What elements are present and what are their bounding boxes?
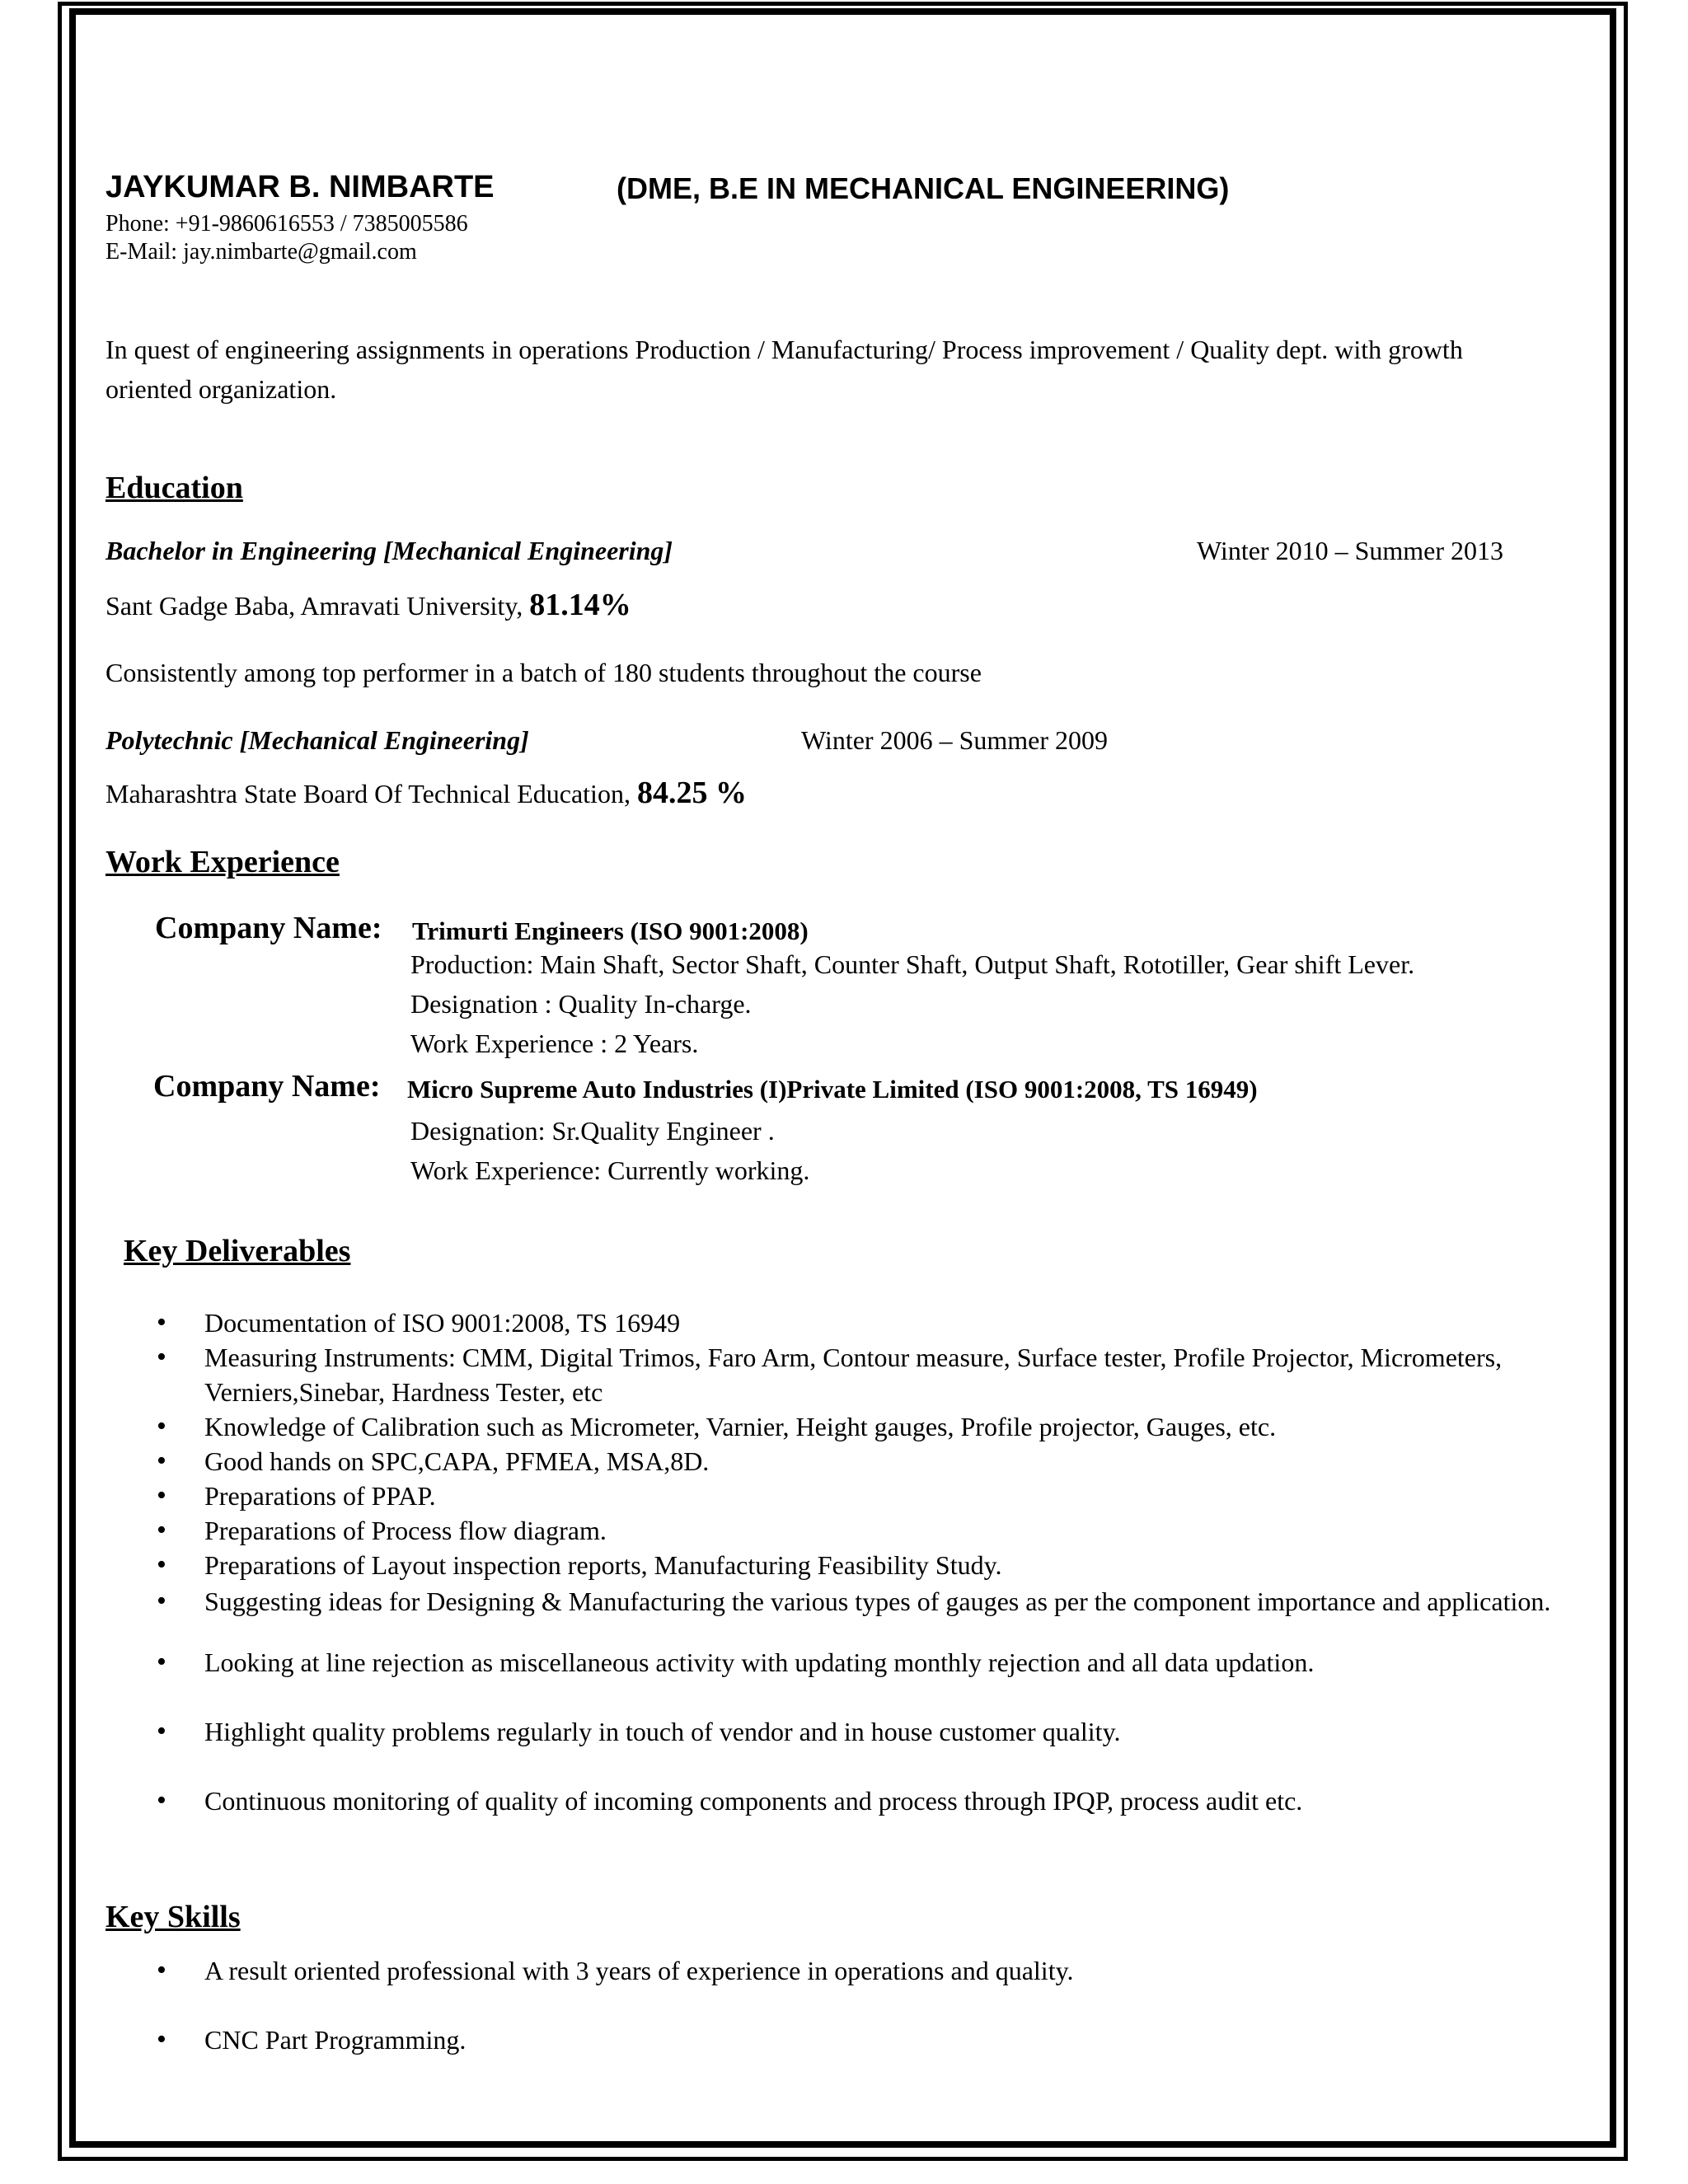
phone-text: Phone: +91-9860616553 / 7385005586 (106, 211, 468, 237)
company-2-designation: Designation: Sr.Quality Engineer . (410, 1116, 775, 1146)
objective-line-2: oriented organization. (106, 374, 337, 404)
company-1-designation: Designation : Quality In-charge. (410, 989, 752, 1019)
deliverables-list (157, 1305, 1574, 1818)
be-note: Consistently among top performer in a batch of 180 students throughout the course (106, 658, 982, 687)
list-item: • Continuous monitoring of quality of incoming components and process through IPQP, process audit etc. (157, 1783, 1574, 1818)
list-item: • Preparations of PPAP. (157, 1479, 1574, 1513)
candidate-name: JAYKUMAR B. NIMBARTE (106, 170, 495, 204)
list-item: • Knowledge of Calibration such as Micrometer, Varnier, Height gauges, Profile projector, Gauges, etc. (157, 1409, 1574, 1444)
company-1-experience: Work Experience : 2 Years. (410, 1029, 699, 1058)
list-item: • Good hands on SPC,CAPA, PFMEA, MSA,8D. (157, 1444, 1574, 1479)
list-item: • A result oriented professional with 3 years of experience in operations and quality. (157, 1953, 1574, 1988)
list-item: • CNC Part Programming. (157, 2022, 1574, 2057)
list-item: • Suggesting ideas for Designing & Manufacturing the various types of gauges as per the component importance and application. (157, 1582, 1574, 1620)
poly-period: Winter 2006 – Summer 2009 (801, 725, 1108, 755)
company-name-2: Micro Supreme Auto Industries (I)Private Limited (ISO 9001:2008, TS 16949) (407, 1075, 1258, 1104)
be-university (106, 587, 631, 623)
objective-line-1: In quest of engineering assignments in operations Production / Manufacturing/ Process improvement / Quality dept. with growth (106, 335, 1463, 364)
poly-score: 84.25 % (636, 776, 747, 810)
company-label-1: Company Name: (155, 911, 382, 945)
poly-board-name: Maharashtra State Board Of Technical Education, (106, 779, 631, 808)
email-text: E-Mail: jay.nimbarte@gmail.com (106, 239, 417, 265)
be-period: Winter 2010 – Summer 2013 (1197, 536, 1503, 565)
list-item: • Preparations of Layout inspection reports, Manufacturing Feasibility Study. (157, 1548, 1574, 1582)
deliverables-heading: Key Deliverables (124, 1234, 351, 1268)
list-item: • Highlight quality problems regularly in touch of vendor and in house customer quality. (157, 1714, 1574, 1749)
education-heading: Education (106, 471, 243, 505)
work-heading: Work Experience (106, 845, 340, 879)
list-item: • Measuring Instruments: CMM, Digital Trimos, Faro Arm, Contour measure, Surface tester, Profile Projector, Micrometers, Verniers,Sinebar, Hardness Tester, etc (157, 1340, 1574, 1409)
skills-heading: Key Skills (106, 1900, 241, 1934)
company-name-1: Trimurti Engineers (ISO 9001:2008) (412, 916, 809, 945)
company-label-2: Company Name: (153, 1069, 381, 1104)
candidate-degree: (DME, B.E IN MECHANICAL ENGINEERING) (617, 171, 1230, 205)
list-item: • Preparations of Process flow diagram. (157, 1513, 1574, 1548)
list-item: • Looking at line rejection as miscellaneous activity with updating monthly rejection and all data updation. (157, 1645, 1574, 1680)
poly-board (106, 775, 747, 811)
poly-title: Polytechnic [Mechanical Engineering] (106, 725, 529, 755)
skills-list (157, 1953, 1574, 2057)
list-item: • Documentation of ISO 9001:2008, TS 16949 (157, 1305, 1574, 1340)
be-title: Bachelor in Engineering [Mechanical Engineering] (106, 536, 673, 565)
company-2-experience: Work Experience: Currently working. (410, 1155, 810, 1185)
company-1-production: Production: Main Shaft, Sector Shaft, Counter Shaft, Output Shaft, Rototiller, Gear shift Lever. (410, 949, 1415, 979)
be-university-name: Sant Gadge Baba, Amravati University, (106, 591, 523, 621)
be-score: 81.14% (529, 588, 631, 622)
